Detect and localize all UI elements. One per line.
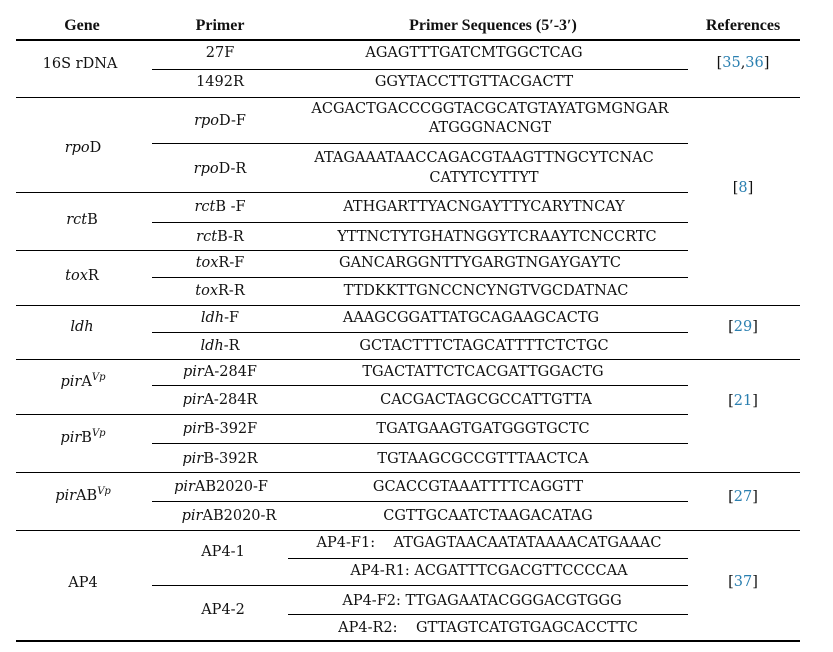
gene-pirb-suffix: B <box>81 430 92 446</box>
primer-ap4-2: AP4-2 <box>201 602 245 618</box>
ref-link-8[interactable]: 8 <box>738 180 748 196</box>
primer-pirab-f <box>174 478 268 496</box>
rule-rctb <box>16 250 688 251</box>
rule-pira <box>16 414 688 415</box>
gene-pira-it: pir <box>60 374 82 390</box>
primer-toxr-r-suffix: R-R <box>218 283 245 299</box>
seq-pira-r: CACGACTAGCGCCATTGTTA <box>380 392 592 408</box>
primer-ldh-f-it: ldh <box>200 310 225 326</box>
seq-ap4-f1-label: AP4-F1: <box>316 535 376 551</box>
seq-rctb-r: YTTNCTYTGHATNGGYTCRAAYTCNCCRTC <box>337 229 657 245</box>
primer-pirb-r <box>182 450 257 468</box>
gene-ldh-it: ldh <box>70 319 94 335</box>
primer-ap4-1: AP4-1 <box>201 544 245 560</box>
gene-toxr-it: tox <box>65 268 88 284</box>
primer-rpod-r <box>194 160 247 178</box>
ref-16s: [35,36] <box>716 55 770 71</box>
rule-rctb-inner <box>152 222 688 223</box>
gene-pirab-sup: Vp <box>97 486 111 497</box>
primer-1492r: 1492R <box>196 74 244 90</box>
ref-rpod-rctb-toxr: [8] <box>732 180 754 196</box>
primer-pira-f <box>183 363 257 381</box>
rule-pira-inner <box>152 385 688 386</box>
primer-pira-r <box>183 391 258 409</box>
rule-rpod <box>16 192 688 193</box>
gene-pirab-it: pir <box>55 488 77 504</box>
primer-pirb-r-suffix: B-392R <box>203 451 258 467</box>
rule-rpod-inner <box>152 143 688 144</box>
header-primer: Primer <box>195 17 245 34</box>
rule-pirab <box>16 530 800 531</box>
seq-toxr-f: GANCARGGNTTYGARGTNGAYGAYTC <box>338 255 622 271</box>
ref-link-27[interactable]: 27 <box>733 489 753 505</box>
gene-rpod <box>65 139 102 157</box>
gene-16s: 16S rDNA <box>42 56 118 72</box>
primer-toxr-r-it: tox <box>195 283 218 299</box>
primer-pirab-r-it: pir <box>181 508 203 524</box>
ref-link-21[interactable]: 21 <box>733 393 753 409</box>
seq-ap4-f1 <box>317 534 662 552</box>
primer-rctb-r <box>196 228 244 246</box>
gene-pira-sup: Vp <box>91 372 106 383</box>
primer-ldh-f <box>201 309 239 327</box>
seq-ap4-f1-value: ATGAGTAACAATATAAAACATGAAAC <box>393 535 662 551</box>
gene-ap4: AP4 <box>68 575 98 591</box>
rule-16s-inner <box>152 69 688 70</box>
seq-ap4-r1-label: AP4-R1: <box>350 563 410 579</box>
primer-toxr-f <box>196 254 245 272</box>
primer-toxr-f-suffix: R-F <box>218 255 245 271</box>
seq-pirab-f: GCACCGTAAATTTTCAGGTT <box>372 479 584 495</box>
ref-link-35[interactable]: 35 <box>722 55 741 71</box>
primer-rpod-r-suffix: D-R <box>218 161 247 177</box>
rule-ap4-1-inner <box>288 558 688 559</box>
rule-pirb <box>16 472 800 473</box>
header-sequences: Primer Sequences (5ʹ-3ʹ) <box>409 17 577 34</box>
gene-rctb-suffix: B <box>87 212 98 228</box>
rule-toxr-inner <box>152 277 688 278</box>
gene-pirab-suffix: AB <box>76 488 98 504</box>
primer-rctb-f-suffix: B -F <box>215 199 246 215</box>
seq-pirab-r: CGTTGCAATCTAAGACATAG <box>383 508 593 524</box>
primer-pirb-f <box>183 420 257 438</box>
gene-ldh <box>70 318 93 336</box>
primer-ldh-r-it: ldh <box>200 338 224 354</box>
seq-ap4-r2-value: GTTAGTCATGTGAGCACCTTC <box>415 620 638 636</box>
ref-ldh: [29] <box>728 319 758 335</box>
seq-ap4-r2 <box>338 619 638 637</box>
primer-rctb-r-it: rct <box>196 229 218 245</box>
seq-toxr-r: TTDKKTTGNCCNCYNGTVGCDATNAC <box>343 283 629 299</box>
primer-rctb-r-suffix: B-R <box>217 229 244 245</box>
rule-toxr <box>16 305 800 306</box>
gene-pirb <box>60 429 105 447</box>
seq-pirb-f: TGATGAAGTGATGGGTGCTC <box>376 421 590 437</box>
ref-link-37[interactable]: 37 <box>733 574 753 590</box>
seq-ap4-f2-value: TTGAGAATACGGGACGTGGG <box>405 593 622 609</box>
seq-ap4-r2-label: AP4-R2: <box>338 620 398 636</box>
rule-bottom <box>16 640 800 642</box>
primer-toxr-r <box>195 282 244 300</box>
ref-link-29[interactable]: 29 <box>733 319 753 335</box>
primer-toxr-f-it: tox <box>195 255 219 271</box>
seq-rpod-f-line2: ATGGGNACNGT <box>428 120 552 136</box>
primer-rpod-f-suffix: D-F <box>219 113 246 129</box>
primer-rpod-f <box>194 112 246 130</box>
primer-ldh-f-suffix: -F <box>224 310 240 326</box>
gene-pirb-sup: Vp <box>91 428 106 439</box>
ref-ap4: [37] <box>728 574 758 590</box>
gene-rpod-it: rpo <box>64 140 90 156</box>
rule-ap4-2-inner <box>288 614 688 615</box>
header-references: References <box>705 17 781 34</box>
primer-pirab-f-suffix: AB2020-F <box>194 479 268 495</box>
primer-ldh-r-suffix: -R <box>223 338 240 354</box>
rule-16s <box>16 97 800 98</box>
seq-rpod-r-line2: CATYTCYTTYT <box>429 170 539 186</box>
rule-pirb-inner <box>152 443 688 444</box>
primer-pirb-r-it: pir <box>182 451 204 467</box>
seq-pirb-r: TGTAAGCGCCGTTTAACTCA <box>377 451 589 467</box>
primer-rpod-f-it: rpo <box>194 113 220 129</box>
seq-rpod-r-line1: ATAGAAATAACCAGACGTAAGTTNGCYTCNAC <box>314 150 654 166</box>
primer-rpod-r-it: rpo <box>193 161 219 177</box>
rule-ldh-inner <box>152 332 688 333</box>
primer-pirab-r-suffix: AB2020-R <box>202 508 277 524</box>
seq-ap4-f2 <box>342 592 621 610</box>
seq-ap4-f2-label: AP4-F2: <box>342 593 401 609</box>
header-gene: Gene <box>64 17 100 34</box>
ref-pira-pirb: [21] <box>728 393 758 409</box>
rule-ldh <box>16 359 800 360</box>
primer-pira-f-suffix: A-284F <box>203 364 257 380</box>
gene-rctb-it: rct <box>66 212 88 228</box>
gene-toxr <box>65 267 99 285</box>
gene-rpod-suffix: D <box>89 140 102 156</box>
gene-pirb-it: pir <box>60 430 82 446</box>
primer-27f: 27F <box>205 45 235 61</box>
primer-rctb-f-it: rct <box>194 199 216 215</box>
primer-pira-f-it: pir <box>183 364 204 380</box>
ref-link-36[interactable]: 36 <box>745 55 764 71</box>
rule-header <box>16 39 800 41</box>
seq-rpod-f-line1: ACGACTGACCCGGTACGCATGTAYATGMGNGAR <box>311 101 669 117</box>
seq-ap4-r1-value: ACGATTTCGACGTTCCCCAA <box>414 563 628 579</box>
seq-rctb-f: ATHGARTTYACNGAYTTYCARYTNCAY <box>343 199 625 215</box>
primer-pirab-f-it: pir <box>174 479 195 495</box>
primer-pira-r-it: pir <box>182 392 204 408</box>
gene-toxr-suffix: R <box>87 268 99 284</box>
ref-pirab: [27] <box>728 489 758 505</box>
seq-ldh-r: GCTACTTTCTAGCATTTTCTCTGC <box>359 338 609 354</box>
primer-pira-r-suffix: A-284R <box>203 392 258 408</box>
primer-rctb-f <box>194 198 245 216</box>
gene-pira <box>61 373 106 391</box>
rule-pirab-inner <box>152 501 688 502</box>
seq-pira-f: TGACTATTCTCACGATTGGACTG <box>362 364 604 380</box>
seq-27f: AGAGTTTGATCMTGGCTCAG <box>365 45 583 61</box>
primer-pirb-f-suffix: B-392F <box>203 421 258 437</box>
primer-pirab-r <box>182 507 277 525</box>
seq-ap4-r1 <box>350 562 627 580</box>
seq-ldh-f: AAAGCGGATTATGCAGAAGCACTG <box>342 310 600 326</box>
seq-1492r: GGYTACCTTGTTACGACTT <box>374 74 574 90</box>
primer-pirb-f-it: pir <box>182 421 204 437</box>
primer-ldh-r <box>200 337 239 355</box>
rule-ap4-mid <box>152 585 688 586</box>
gene-rctb <box>66 211 98 229</box>
gene-pirab <box>55 487 111 505</box>
gene-pira-suffix: A <box>81 374 92 390</box>
